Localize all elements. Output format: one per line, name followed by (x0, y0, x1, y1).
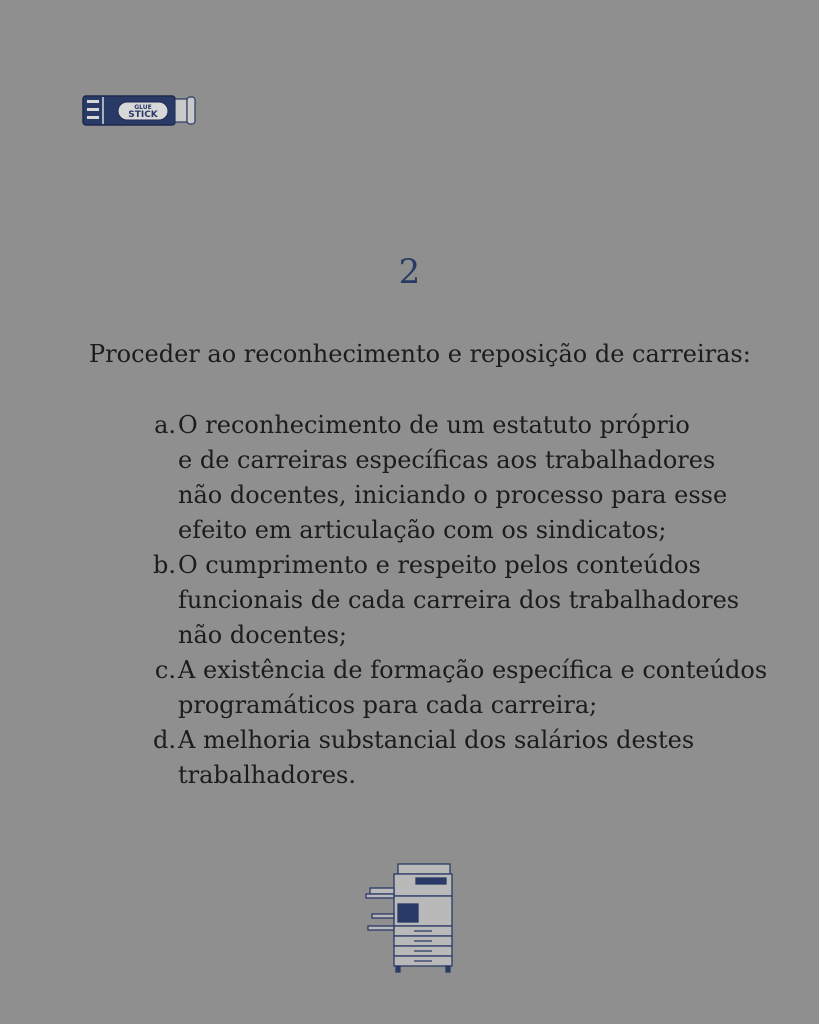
photocopier-icon (364, 862, 456, 974)
list-line: O reconhecimento de um estatuto próprio (178, 411, 690, 439)
list-item-c (150, 653, 790, 723)
list-line: funcionais de cada carreira dos trabalhadores (178, 586, 740, 614)
list-line: e de carreiras específicas aos trabalhadores (178, 446, 716, 474)
intro-text: Proceder ao reconhecimento e reposição de carreiras: (89, 340, 751, 368)
requirements-list (150, 408, 790, 793)
list-line: O cumprimento e respeito pelos conteúdos (178, 551, 701, 579)
list-line: não docentes; (178, 621, 348, 649)
list-line: efeito em articulação com os sindicatos; (178, 516, 667, 544)
list-marker: b. (153, 551, 176, 579)
list-line: trabalhadores. (178, 761, 356, 789)
logo-line1: GLUE (134, 104, 152, 111)
list-marker: a. (154, 411, 176, 439)
list-line: A melhoria substancial dos salários destes (178, 726, 695, 754)
page-number: 2 (398, 252, 421, 292)
list-item-a (150, 408, 790, 548)
list-item-d (150, 723, 790, 793)
list-marker: c. (154, 656, 176, 684)
list-marker: d. (153, 726, 176, 754)
list-line: A existência de formação específica e conteúdos (178, 656, 768, 684)
list-line: não docentes, iniciando o processo para esse (178, 481, 728, 509)
logo-line2: STICK (128, 110, 158, 120)
glue-stick-icon (82, 94, 196, 127)
list-line: programáticos para cada carreira; (178, 691, 598, 719)
list-item-b (150, 548, 790, 653)
